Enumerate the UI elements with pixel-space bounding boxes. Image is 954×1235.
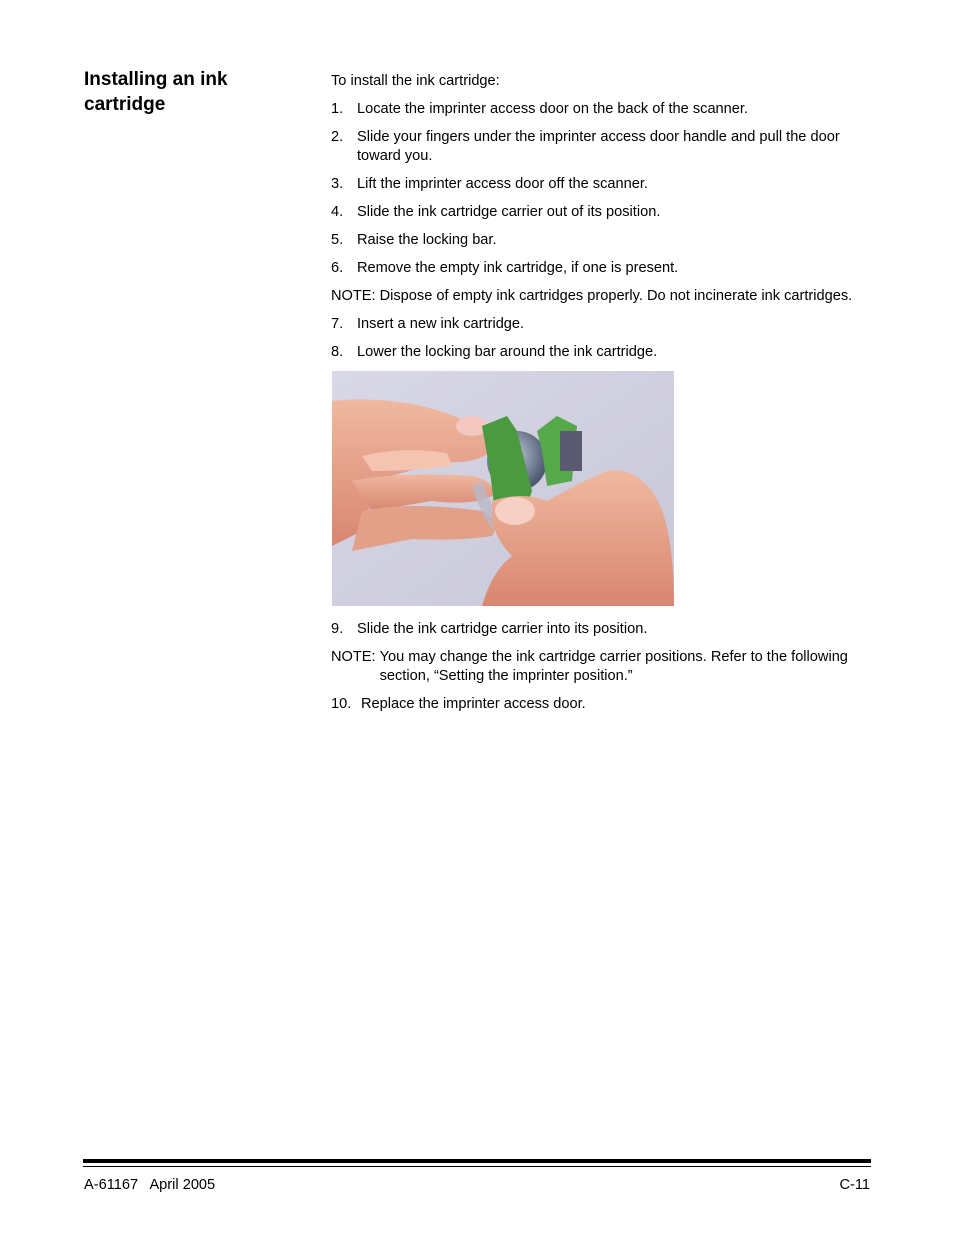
note: NOTE: You may change the ink cartridge carrier positions. Refer to the following section, “Setting the imprinter position.” xyxy=(331,649,848,684)
section-title: Installing an ink cartridge xyxy=(84,69,228,115)
step: 10. Replace the imprinter access door. xyxy=(331,696,586,712)
instructions xyxy=(331,72,876,723)
note: NOTE: Dispose of empty ink cartridges properly. Do not incinerate ink cartridges. xyxy=(331,288,853,304)
step: 1. Locate the imprinter access door on the back of the scanner. xyxy=(331,101,749,117)
page-number: C-11 xyxy=(839,1177,870,1193)
footer-rule-thin xyxy=(83,1166,871,1167)
step: 2. Slide your fingers under the imprinter access door handle and pull the door toward you. xyxy=(331,129,840,164)
step: 8. Lower the locking bar around the ink cartridge. xyxy=(331,344,658,360)
step: 5. Raise the locking bar. xyxy=(331,232,497,248)
footer-doc-id: A-61167 April 2005 xyxy=(84,1177,216,1193)
step: 4. Slide the ink cartridge carrier out of its position. xyxy=(331,204,661,220)
step: 3. Lift the imprinter access door off the scanner. xyxy=(331,176,648,192)
intro-text: To install the ink cartridge: xyxy=(331,73,500,89)
footer-rule xyxy=(83,1159,871,1163)
ink-cartridge-photo xyxy=(332,371,674,606)
step: 9. Slide the ink cartridge carrier into its position. xyxy=(331,621,648,637)
step: 6. Remove the empty ink cartridge, if one is present. xyxy=(331,260,679,276)
step: 7. Insert a new ink cartridge. xyxy=(331,316,525,332)
